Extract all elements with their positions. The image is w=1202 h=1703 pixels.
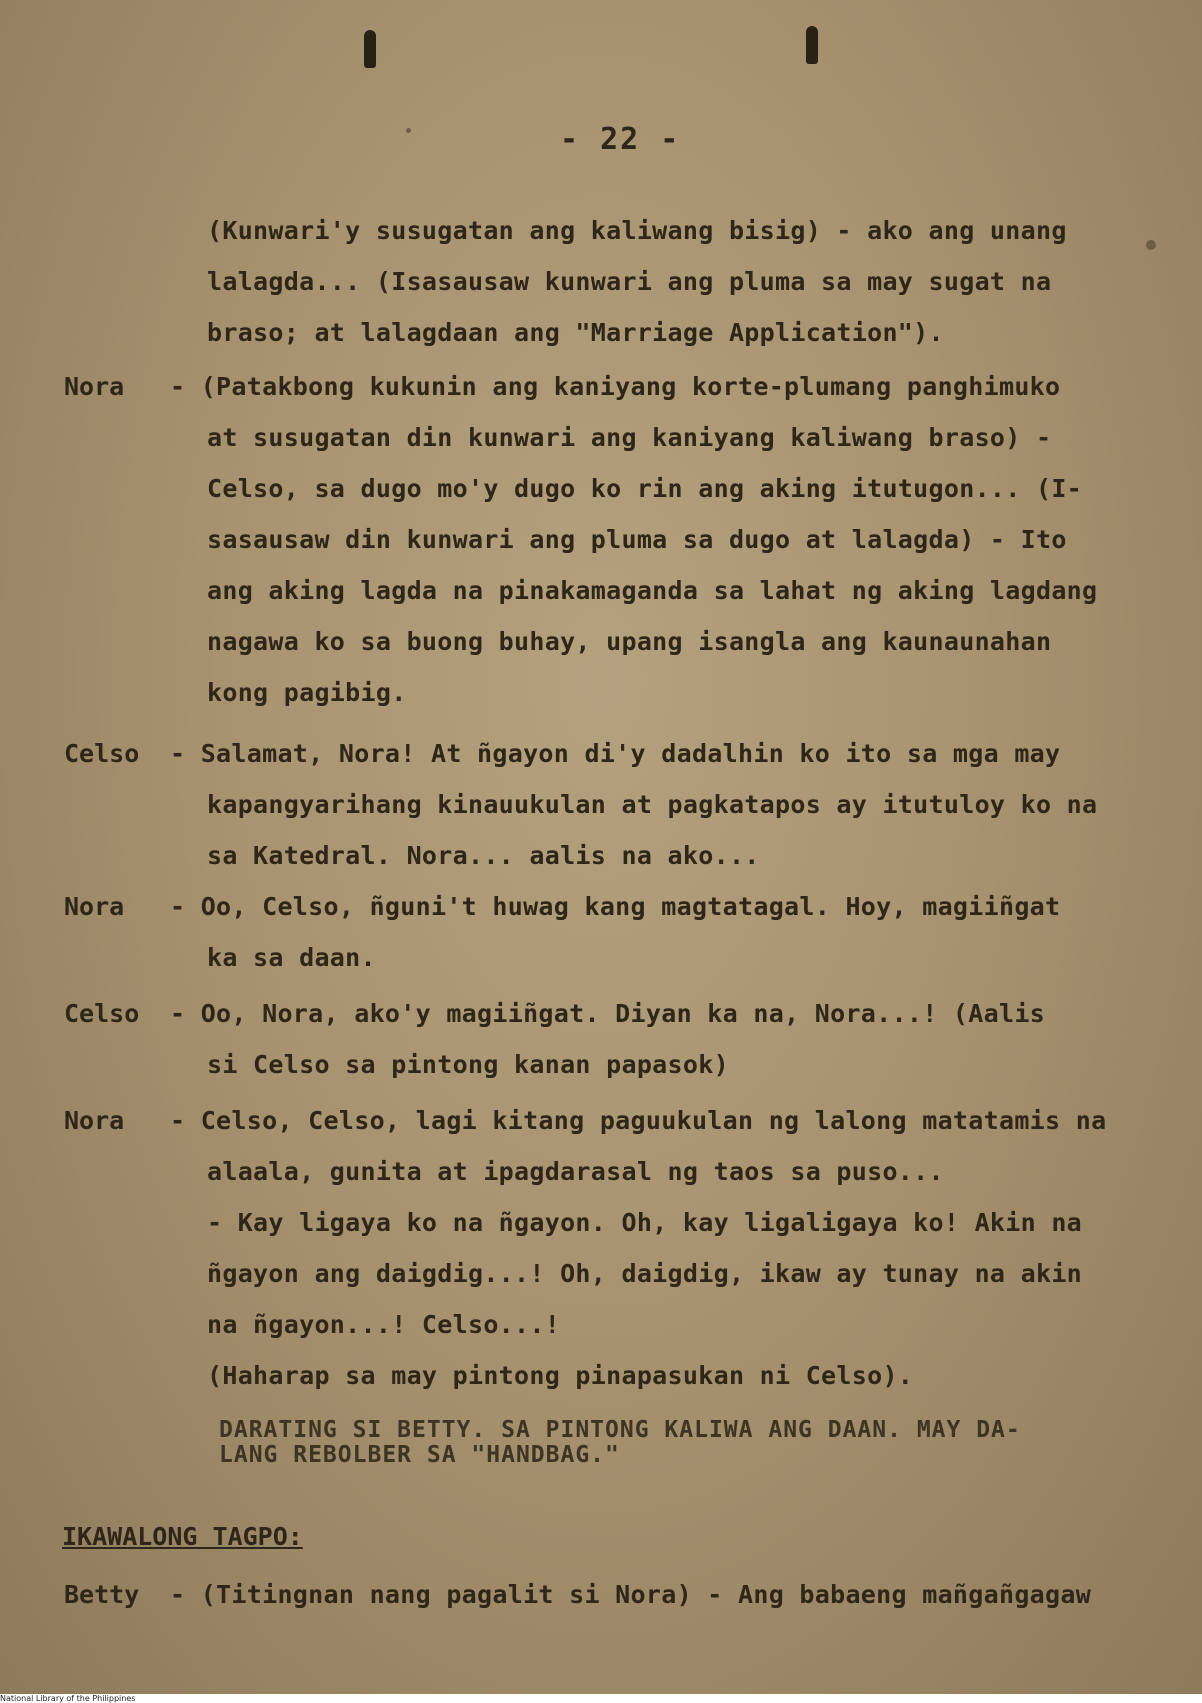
stage-direction-line: LANG REBOLBER SA "HANDBAG."	[219, 1442, 620, 1468]
paper-speck	[406, 128, 411, 133]
speaker-name: Nora	[64, 372, 125, 401]
paper-speck	[1146, 240, 1156, 250]
dialogue-line: sasausaw din kunwari ang pluma sa dugo at lalagda) - Ito	[207, 525, 1067, 554]
dialogue-line: na ñgayon...! Celso...!	[207, 1310, 561, 1339]
dialogue-line: nagawa ko sa buong buhay, upang isangla ang kaunaunahan	[207, 627, 1052, 656]
dialogue-line: braso; at lalagdaan ang "Marriage Application").	[207, 318, 944, 347]
speaker-name: Nora	[64, 892, 125, 921]
page-number: - 22 -	[560, 122, 681, 157]
dialogue-line: Celso, sa dugo mo'y dugo ko rin ang aking itutugon... (I-	[207, 474, 1083, 503]
speaker-name: Nora	[64, 1106, 125, 1135]
dialogue-line: kapangyarihang kinauukulan at pagkatapos ay itutuloy ko na	[207, 790, 1098, 819]
binding-pin-right	[806, 26, 818, 64]
dialogue-line: (Kunwari'y susugatan ang kaliwang bisig) - ako ang unang	[207, 216, 1067, 245]
dialogue-line: - (Titingnan nang pagalit si Nora) - Ang babaeng mañgañgagaw	[170, 1580, 1092, 1609]
dialogue-line: - Oo, Nora, ako'y magiiñgat. Diyan ka na, Nora...! (Aalis	[170, 999, 1046, 1028]
dialogue-line: - Oo, Celso, ñguni't huwag kang magtatagal. Hoy, magiiñgat	[170, 892, 1061, 921]
speaker-name: Betty	[64, 1580, 140, 1609]
stage-direction-line: DARATING SI BETTY. SA PINTONG KALIWA ANG DAAN. MAY DA-	[219, 1417, 1021, 1443]
speaker-name: Celso	[64, 999, 140, 1028]
dialogue-line: kong pagibig.	[207, 678, 407, 707]
footer-credit: National Library of the Philippines	[0, 1694, 1202, 1703]
dialogue-line: ang aking lagda na pinakamaganda sa lahat ng aking lagdang	[207, 576, 1098, 605]
dialogue-line: ka sa daan.	[207, 943, 376, 972]
scene-heading: IKAWALONG TAGPO:	[62, 1522, 303, 1551]
dialogue-line: - Kay ligaya ko na ñgayon. Oh, kay ligaligaya ko! Akin na	[207, 1208, 1083, 1237]
dialogue-line: at susugatan din kunwari ang kaniyang kaliwang braso) -	[207, 423, 1052, 452]
speaker-name: Celso	[64, 739, 140, 768]
dialogue-line: sa Katedral. Nora... aalis na ako...	[207, 841, 760, 870]
dialogue-line: alaala, gunita at ipagdarasal ng taos sa puso...	[207, 1157, 944, 1186]
dialogue-line: (Haharap sa may pintong pinapasukan ni Celso).	[207, 1361, 914, 1390]
dialogue-line: lalagda... (Isasausaw kunwari ang pluma sa may sugat na	[207, 267, 1052, 296]
binding-pin-left	[364, 30, 376, 68]
dialogue-line: - Celso, Celso, lagi kitang paguukulan ng lalong matatamis na	[170, 1106, 1107, 1135]
dialogue-line: si Celso sa pintong kanan papasok)	[207, 1050, 729, 1079]
dialogue-line: - Salamat, Nora! At ñgayon di'y dadalhin ko ito sa mga may	[170, 739, 1061, 768]
dialogue-line: ñgayon ang daigdig...! Oh, daigdig, ikaw ay tunay na akin	[207, 1259, 1083, 1288]
dialogue-line: - (Patakbong kukunin ang kaniyang korte-plumang panghimuko	[170, 372, 1061, 401]
